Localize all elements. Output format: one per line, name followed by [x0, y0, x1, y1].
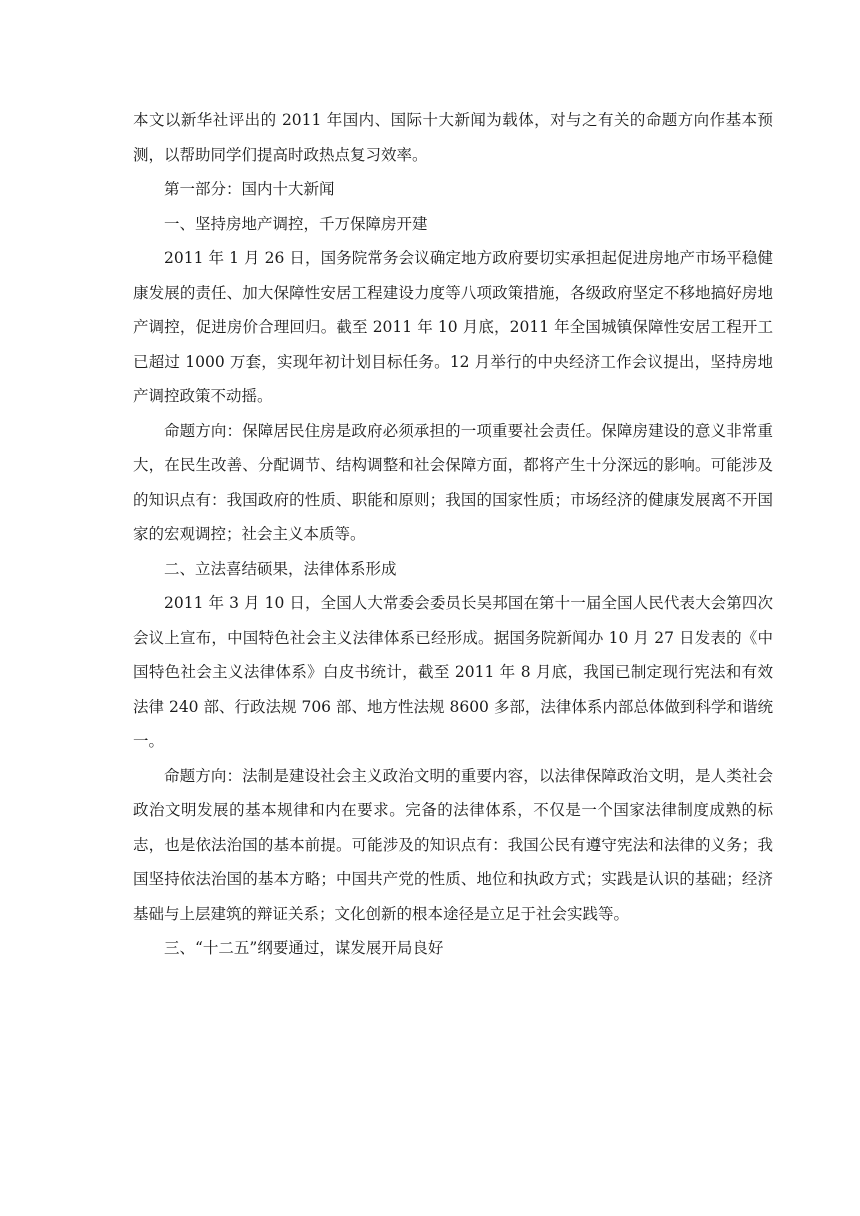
section-one-analysis-paragraph: 命题方向：保障居民住房是政府必须承担的一项重要社会责任。保障房建设的意义非常重大，在民生改善、分配调节、结构调整和社会保障方面，都将产生十分深远的影响。可能涉及的知识点有：我国政府的性质、职能和原则；我国的国家性质；市场经济的健康发展离不开国家的宏观调控；社会主义本质等。 — [133, 421, 773, 543]
section-two-analysis-paragraph: 命题方向：法制是建设社会主义政治文明的重要内容，以法律保障政治文明，是人类社会政治文明发展的基本规律和内在要求。完备的法律体系，不仅是一个国家法律制度成熟的标志，也是依法治国的基本前提。可能涉及的知识点有：我国公民有遵守宪法和法律的义务；我国坚持依法治国的基本方略；中国共产党的性质、地位和执政方式；实践是认识的基础；经济基础与上层建筑的辩证关系；文化创新的根本途径是立足于社会实践等。 — [133, 766, 773, 923]
intro-paragraph: 本文以新华社评出的 2011 年国内、国际十大新闻为载体，对与之有关的命题方向作基本预测，以帮助同学们提高时政热点复习效率。 — [133, 111, 773, 164]
section-one-heading: 一、坚持房地产调控，千万保障房开建 — [164, 214, 428, 233]
document-body — [133, 103, 773, 966]
section-three-heading: 三、“十二五”纲要通过，谋发展开局良好 — [164, 939, 444, 957]
part-one-heading: 第一部分：国内十大新闻 — [164, 180, 335, 198]
section-two-heading: 二、立法喜结硕果，法律体系形成 — [164, 559, 397, 578]
section-one-news-paragraph: 2011 年 1 月 26 日，国务院常务会议确定地方政府要切实承担起促进房地产市场平稳健康发展的责任、加大保障性安居工程建设力度等八项政策措施，各级政府坚定不移地搞好房地产调控，促进房价合理回归。截至 2011 年 10 月底，2011 年全国城镇保障性安居工程开工已超过 1000 万套，实现年初计划目标任务。12 月举行的中央经济工作会议提出，坚持房地产调控政策不动摇。 — [133, 249, 773, 405]
section-two-news-paragraph: 2011 年 3 月 10 日，全国人大常委会委员长吴邦国在第十一届全国人民代表大会第四次会议上宣布，中国特色社会主义法律体系已经形成。据国务院新闻办 10 月 27 日发表的《中国特色社会主义法律体系》白皮书统计，截至 2011 年 8 月底，我国已制定现行宪法和有效法律 240 部、行政法规 706 部、地方性法规 8600 多部，法律体系内部总体做到科学和谐统一。 — [133, 594, 773, 750]
